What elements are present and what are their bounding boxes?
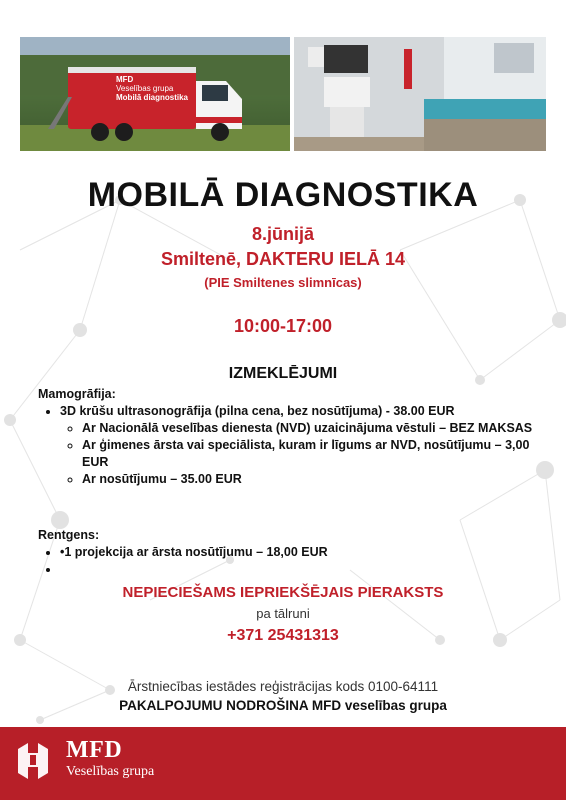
mfd-logo-icon [14,739,52,783]
truck-line2: Mobilā diagnostika [116,93,189,102]
mfd-logo [66,737,154,781]
registration-code: Ārstniecības iestādes reģistrācijas kods 0100-64111 [127,679,439,694]
exams-heading: IZMEKLĒJUMI [228,365,338,382]
mammography-subitem: ◦ Ar Nacionālā veselības dienesta (NVD) uzaicinājuma vēstuli – BEZ MAKSAS [82,420,538,437]
xray-item: • •1 projekcija ar ārsta nosūtījumu – 18,00 EUR [60,544,538,561]
mammography-subitem: ◦ Ar ģimenes ārsta vai speciālista, kuram ir līgums ar NVD, nosūtījumu – 3,00 EUR [82,437,538,471]
event-hours: 10:00-17:00 [233,316,333,336]
footer-bar [0,727,566,800]
location-note: (PIE Smiltenes slimnīcas) [204,275,362,290]
xray-item [60,561,538,578]
mammography-subitem: ◦ Ar nosūtījumu – 35.00 EUR [82,471,538,488]
mammography-item-text: 3D krūšu ultrasonogrāfija (pilna cena, bez nosūtījuma) - 38.00 EUR [60,404,455,418]
mammography-list [38,403,538,488]
xray-list [38,544,538,578]
page-title: MOBILĀ DIAGNOSTIKA [87,176,479,214]
ultrasound-room-photo [294,37,546,151]
phone-number[interactable]: +371 25431313 [227,627,339,644]
service-provider: PAKALPOJUMU NODROŠINA MFD veselības grupa [119,698,447,713]
mammography-section [38,386,538,488]
truck-branding [116,75,188,102]
truck-line1: Veselības grupa [116,84,174,93]
registration-required: NEPIECIEŠAMS IEPRIEKŠĒJAIS PIERAKSTS [122,584,444,601]
by-phone-label: pa tālruni [256,606,310,621]
truck-brand: MFD [116,75,134,84]
mammography-heading: Mamogrāfija: [38,387,116,401]
event-date: 8.jūnijā [251,224,314,244]
mobile-truck-photo [20,37,290,151]
xray-section [38,527,538,578]
xray-heading: Rentgens: [38,528,100,542]
logo-subtitle: Veselības grupa [66,764,155,779]
room-illustration [294,37,546,151]
event-location: Smiltenē, DAKTERU IELĀ 14 [160,249,406,269]
photo-strip [20,37,546,151]
mammography-item [60,403,538,488]
mammography-sublist [60,420,538,488]
logo-name: MFD [66,737,123,763]
